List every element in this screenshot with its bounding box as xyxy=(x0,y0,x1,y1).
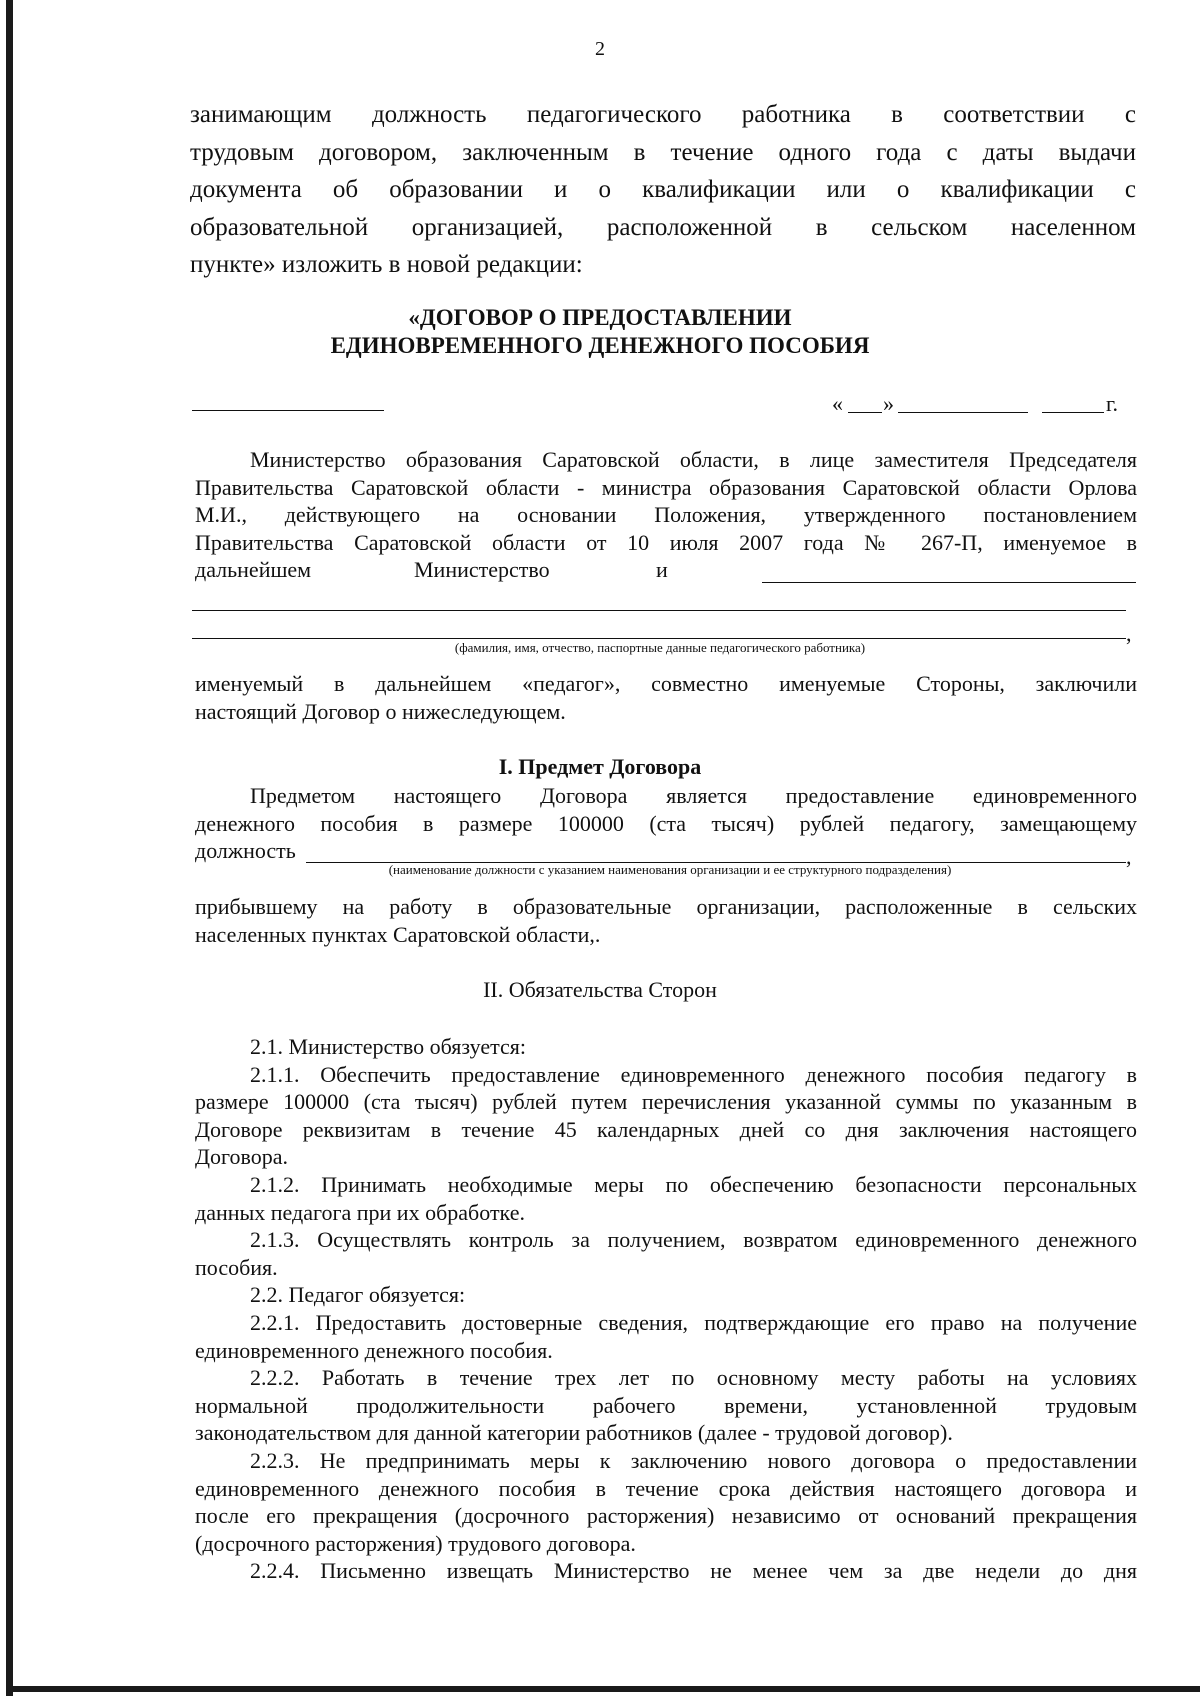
date-open-quote: « xyxy=(832,391,843,416)
date-close-quote: » xyxy=(883,391,894,416)
page-number: 2 xyxy=(595,38,605,60)
obligation-line: 2.1.2. Принимать необходимые меры по обеспечению безопасности персональных xyxy=(250,1171,1137,1197)
intro-line: занимающим должность педагогического работника в соответствии с xyxy=(190,101,1136,128)
obligation-line: единовременного денежного пособия. xyxy=(195,1337,553,1363)
parties-word-ministry: Министерство xyxy=(414,557,550,582)
obligation-line: 2.2.4. Письменно извещать Министерство не менее чем за две недели до дня xyxy=(250,1558,1137,1584)
section1-after-line: населенных пунктах Саратовской области,. xyxy=(195,921,601,947)
parties-word-further: дальнейшем xyxy=(195,557,312,582)
intro-line: пункте» изложить в новой редакции: xyxy=(190,251,583,278)
position-caption: (наименование должности с указанием наименования организации и ее структурного подразделения) xyxy=(388,862,952,877)
section1-heading: I. Предмет Договора xyxy=(498,754,702,779)
obligation-line: данных педагога при их обработке. xyxy=(195,1199,525,1225)
month-blank-line xyxy=(898,412,1028,413)
intro-line: документа об образовании и о квалификации или о квалификации с xyxy=(190,176,1136,203)
intro-line: трудовым договором, заключенным в течение одного года с даты выдачи xyxy=(190,138,1136,166)
obligation-line: единовременного денежного пособия в течение срока действия настоящего договора и xyxy=(195,1475,1137,1501)
section1-line: денежного пособия в размере 100000 (ста тысяч) рублей педагогу, замещающему xyxy=(195,810,1137,836)
year-suffix: г. xyxy=(1106,391,1119,416)
parties-line: М.И., действующего на основании Положения, утвержденного постановлением xyxy=(195,502,1137,528)
teacher-caption: (фамилия, имя, отчество, паспортные данные педагогического работника) xyxy=(454,640,866,655)
obligation-line: 2.2.3. Не предпринимать меры к заключению нового договора о предоставлении xyxy=(250,1447,1137,1473)
place-blank-line xyxy=(192,410,384,411)
position-label: должность xyxy=(195,838,296,863)
parties-word-and: и xyxy=(656,557,668,582)
teacher-line: именуемый в дальнейшем «педагог», совместно именуемые Стороны, заключили xyxy=(195,671,1137,696)
section2-paragraphs xyxy=(195,1033,1137,1585)
obligation-line: 2.1. Министерство обязуется: xyxy=(250,1034,526,1059)
teacher-blank-line-1 xyxy=(762,582,1136,583)
teacher-line: настоящий Договор о нижеследующем. xyxy=(195,698,566,724)
section2-heading: II. Обязательства Сторон xyxy=(483,977,717,1002)
obligation-line: 2.2. Педагог обязуется: xyxy=(250,1282,466,1308)
position-trailing-comma: , xyxy=(1126,844,1132,869)
obligation-line: нормальной продолжительности рабочего времени, установленной трудовым xyxy=(195,1392,1137,1418)
parties-line: Правительства Саратовской области - министра образования Саратовской области Орлова xyxy=(195,474,1137,500)
obligation-line: (досрочного расторжения) трудового договора. xyxy=(195,1530,636,1556)
obligation-line: 2.2.2. Работать в течение трех лет по основному месту работы на условиях xyxy=(250,1365,1137,1391)
obligation-line: Договора. xyxy=(195,1144,288,1170)
obligation-line: после его прекращения (досрочного расторжения) независимо от оснований прекращения xyxy=(195,1503,1137,1529)
day-blank-line xyxy=(848,412,882,413)
section1-after-paragraph xyxy=(195,893,1137,948)
parties-paragraph xyxy=(195,446,1137,556)
parties-line: Правительства Саратовской области от 10 июля 2007 года № 267-П, именуемое в xyxy=(195,529,1137,555)
obligation-line: пособия. xyxy=(195,1254,278,1280)
section1-after-line: прибывшему на работу в образовательные организации, расположенные в сельских xyxy=(195,894,1137,919)
obligation-line: 2.2.1. Предоставить достоверные сведения, подтверждающие его право на получение xyxy=(250,1309,1137,1335)
section1-line: Предметом настоящего Договора является предоставление единовременного xyxy=(250,783,1137,808)
obligation-line: 2.1.1. Обеспечить предоставление единовременного денежного пособия педагогу в xyxy=(250,1061,1137,1087)
parties-line: Министерство образования Саратовской области, в лице заместителя Председателя xyxy=(250,447,1137,472)
scan-edge-bottom xyxy=(6,1686,1200,1692)
teacher-paragraph xyxy=(195,670,1137,725)
contract-title-line2: ЕДИНОВРЕМЕННОГО ДЕНЕЖНОГО ПОСОБИЯ xyxy=(330,333,870,358)
intro-line: образовательной организацией, расположенной в сельском населенном xyxy=(190,213,1136,241)
intro-paragraph xyxy=(190,96,1136,284)
year-blank-line xyxy=(1042,412,1104,413)
teacher-blank-line-3 xyxy=(192,638,1126,639)
obligation-line: Договоре реквизитам в течение 45 календарных дней со дня заключения настоящего xyxy=(195,1116,1137,1142)
obligation-line: законодательством для данной категории работников (далее - трудовой договор). xyxy=(195,1420,953,1446)
contract-title-line1: «ДОГОВОР О ПРЕДОСТАВЛЕНИИ xyxy=(408,305,792,330)
section1-paragraph xyxy=(195,782,1137,837)
obligation-line: 2.1.3. Осуществлять контроль за получением, возвратом единовременного денежного xyxy=(250,1227,1137,1253)
teacher-trailing-comma: , xyxy=(1126,621,1132,646)
obligation-line: размере 100000 (ста тысяч) рублей путем перечисления указанной суммы по указанным в xyxy=(195,1089,1137,1115)
scan-edge-left xyxy=(6,0,13,1696)
teacher-blank-line-2 xyxy=(192,610,1126,611)
